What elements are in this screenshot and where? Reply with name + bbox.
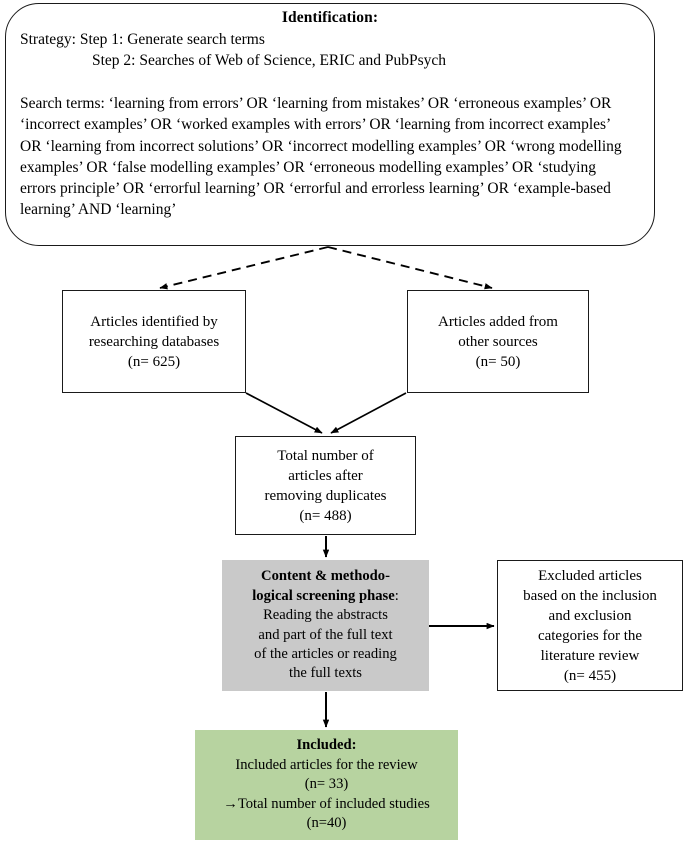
box-line: and part of the full text — [258, 626, 393, 643]
box-articles-identified-databases — [62, 290, 246, 393]
screening-heading-colon: : — [394, 587, 399, 604]
box-count: (n= 488) — [299, 507, 352, 524]
box-line: Reading the abstracts — [263, 607, 388, 624]
box-line: Articles identified by — [90, 313, 218, 330]
box-line: other sources — [458, 333, 538, 350]
box-excluded-articles — [497, 560, 683, 691]
identification-box — [5, 3, 655, 246]
box-line: Articles added from — [438, 313, 558, 330]
box-screening-phase — [222, 560, 429, 691]
box-included-studies — [195, 730, 458, 840]
identification-search-terms: Search terms: ‘learning from errors’ OR ‘learning from mistakes’ OR ‘erroneous examples’ OR ‘incorrect examples’ OR ‘worked examples with errors’ OR ‘learning from incorrect examples’ OR ‘learning from incorrect solutions’ OR ‘incorrect modelling examples’ OR ‘wrong modelling examples’ OR ‘false modelling examples’ OR ‘erroneous modelling examples’ OR ‘studying errors principle’ OR ‘errorful learning’ OR ‘errorful and errorless learning’ OR ‘example-based learning’ AND ‘learning’ — [20, 95, 622, 219]
box-line: literature review — [540, 647, 640, 664]
box-count: (n= 625) — [127, 353, 181, 370]
box-count: (n= 455) — [563, 667, 617, 684]
box-line: and exclusion — [548, 607, 632, 624]
strategy-step-1: Strategy: Step 1: Generate search terms — [20, 31, 265, 48]
box-line: Excluded articles — [538, 567, 642, 584]
included-heading: Included: — [296, 737, 357, 754]
box-line-with-arrow: →Total number of included studies — [223, 795, 430, 812]
identification-strategy — [20, 30, 640, 71]
box-line: Included articles for the review — [235, 756, 418, 773]
strategy-step-2: Step 2: Searches of Web of Science, ERIC and PubPsych — [92, 51, 447, 69]
screening-heading-text: logical screening phase — [252, 587, 395, 604]
box-line: researching databases — [88, 333, 220, 350]
box-articles-other-sources — [407, 290, 589, 393]
box-count: (n=40) — [306, 815, 347, 832]
box-line: Total number of — [277, 447, 374, 464]
box-count: (n= 50) — [475, 353, 521, 370]
merge-connector-to-total — [246, 393, 406, 433]
box-line: the full texts — [289, 665, 362, 682]
box-total-after-duplicates — [235, 436, 416, 535]
box-line: articles after — [288, 467, 363, 484]
box-line: of the articles or reading — [254, 645, 397, 662]
box-count: (n= 33) — [304, 776, 349, 793]
box-line: removing duplicates — [264, 487, 387, 504]
identification-heading: Identification: — [281, 9, 379, 26]
screening-heading-line-1: Content & methodo- — [261, 568, 390, 585]
screening-heading-line-2 — [252, 587, 399, 606]
box-line: based on the inclusion — [523, 587, 657, 604]
dashed-split-connector — [160, 247, 492, 288]
box-line: categories for the — [537, 627, 643, 644]
